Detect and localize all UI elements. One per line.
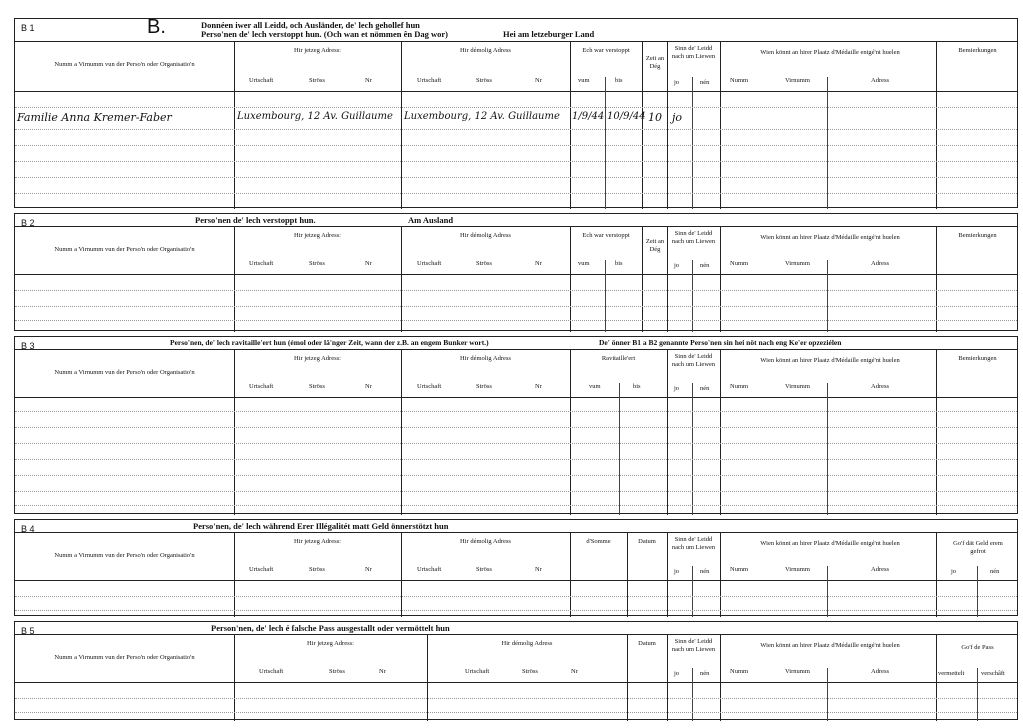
sub-urtschaft: Urtschaft xyxy=(417,566,442,573)
col-date-header: Datum xyxy=(638,640,656,647)
col-old-address-header: Hir démolig Adress xyxy=(460,232,511,239)
section-b2 xyxy=(14,213,1018,331)
sub-urtschaft: Urtschaft xyxy=(417,260,442,267)
col-current-address-header: Hir jetzeg Adress: xyxy=(307,640,354,647)
sub-nr: Nr xyxy=(365,77,372,84)
section-b5 xyxy=(14,621,1018,720)
col-name-header: Numm a Virnumm vun der Perso'n oder Organisatio'n xyxy=(54,654,195,661)
col-date-header: Datum xyxy=(638,538,656,545)
col-current-address-header: Hir jetzeg Adress: xyxy=(294,538,341,545)
sub-nen: nén xyxy=(990,568,1000,575)
sub-nr: Nr xyxy=(571,668,578,675)
sub-nr: Nr xyxy=(365,260,372,267)
col-medal-header: Wien könnt an hirer Plaatz d'Médaille entgé'nt huelen xyxy=(760,234,900,241)
section-title: Perso'nen, de' lech während Erer Illégalitét matt Geld önnerstötzt hun xyxy=(193,521,449,531)
sub-virnumm: Virnumm xyxy=(785,566,810,573)
sub-nen: nén xyxy=(700,262,710,269)
entry-from-date: 1/9/44 xyxy=(572,111,605,122)
col-name-header: Numm a Virnumm vun der Perso'n oder Organisatio'n xyxy=(54,552,195,559)
col-old-address-header: Hir démolig Adress xyxy=(460,47,511,54)
sub-bis: bis xyxy=(615,77,623,84)
col-hidden-header: Ech war verstoppt xyxy=(582,47,630,54)
col-old-address-header: Hir démolig Adress xyxy=(501,640,553,647)
entry-days: 10 xyxy=(648,111,662,124)
sub-numm: Numm xyxy=(730,77,749,84)
col-medal-header: Wien könnt an hirer Plaatz d'Médaille entgé'nt huelen xyxy=(760,357,900,364)
sub-stross: Ströss xyxy=(522,668,538,675)
col-medal-header: Wien könnt an hirer Plaatz d'Médaille entgé'nt huelen xyxy=(760,642,900,649)
sub-adress: Adress xyxy=(871,260,890,267)
sub-stross: Ströss xyxy=(476,566,492,573)
col-alive-header: Sinn de' Leidd nach um Liewen xyxy=(671,536,716,551)
sub-nr: Nr xyxy=(379,668,386,675)
sub-vum: vum xyxy=(578,260,590,267)
col-remarks-header: Bemierkungen xyxy=(958,355,997,362)
sub-numm: Numm xyxy=(730,668,749,675)
sub-stross: Ströss xyxy=(476,383,492,390)
sub-vum: vum xyxy=(589,383,601,390)
sub-nr: Nr xyxy=(535,383,542,390)
section-code: B 4 xyxy=(21,524,35,534)
sub-numm: Numm xyxy=(730,383,749,390)
col-days-header: Zeit an Dég xyxy=(645,55,665,70)
col-medal-header: Wien könnt an hirer Plaatz d'Médaille entgé'nt huelen xyxy=(760,540,900,547)
col-alive-header: Sinn de' Leidd nach um Liewen xyxy=(671,353,716,368)
col-hidden-header: Ech war verstoppt xyxy=(582,232,630,239)
sub-vermettelt: vermettelt xyxy=(938,670,965,677)
section-subtitle-right: De' önner B1 a B2 genannte Perso'nen sin hei nöt nach eng Ke'er opzeziélen xyxy=(599,338,842,347)
section-code: B 2 xyxy=(21,218,35,228)
sub-nen: nén xyxy=(700,385,710,392)
section-subtitle-right: Am Ausland xyxy=(408,215,454,225)
col-remarks-header: Bemierkungen xyxy=(958,47,997,54)
col-alive-header: Sinn de' Leidd nach um Liewen xyxy=(671,45,716,60)
sub-nr: Nr xyxy=(365,566,372,573)
col-remarks-header: Bemierkungen xyxy=(958,232,997,239)
col-pass-header: Go'f de Pass xyxy=(961,644,994,651)
col-old-address-header: Hir démolig Adress xyxy=(460,355,511,362)
sub-stross: Ströss xyxy=(309,566,325,573)
sub-jo: jo xyxy=(951,568,957,575)
col-alive-header: Sinn de' Leidd nach um Liewen xyxy=(671,638,716,653)
sub-nen: nén xyxy=(700,670,710,677)
sub-vum: vum xyxy=(578,77,590,84)
sub-urtschaft: Urtschaft xyxy=(465,668,490,675)
form-letter: B. xyxy=(147,16,166,38)
sub-stross: Ströss xyxy=(329,668,345,675)
col-days-header: Zeit an Dég xyxy=(645,238,665,253)
sub-nr: Nr xyxy=(535,260,542,267)
sub-nr: Nr xyxy=(365,383,372,390)
sub-urtschaft: Urtschaft xyxy=(249,77,274,84)
sub-jo: jo xyxy=(674,385,680,392)
col-name-header: Numm a Virnumm vun der Perso'n oder Organisatio'n xyxy=(54,369,195,376)
sub-urtschaft: Urtschaft xyxy=(249,566,274,573)
sub-adress: Adress xyxy=(871,383,890,390)
section-code: B 5 xyxy=(21,626,35,636)
sub-stross: Ströss xyxy=(309,260,325,267)
sub-stross: Ströss xyxy=(476,77,492,84)
section-title: Perso'nen de' lech verstoppt hun. xyxy=(195,215,316,225)
section-code: B 1 xyxy=(21,23,35,33)
sub-adress: Adress xyxy=(871,77,890,84)
sub-nen: nén xyxy=(700,79,710,86)
sub-nr: Nr xyxy=(535,566,542,573)
sub-nen: nén xyxy=(700,568,710,575)
col-alive-header: Sinn de' Leidd nach um Liewen xyxy=(671,230,716,245)
entry-name: Familie Anna Kremer-Faber xyxy=(17,111,172,124)
sub-virnumm: Virnumm xyxy=(785,260,810,267)
sub-verschaft: verschâft xyxy=(981,670,1005,677)
entry-to-date: 10/9/44 xyxy=(607,111,646,122)
col-money-returned-header: Go'f dät Geld erem gefrot xyxy=(953,540,1003,555)
col-sum-header: d'Somme xyxy=(586,538,611,545)
section-b1 xyxy=(14,18,1018,208)
sub-stross: Ströss xyxy=(309,77,325,84)
col-name-header: Numm a Virnumm vun der Perso'n oder Organisatio'n xyxy=(54,61,195,68)
section-title: Perso'nen, de' lech ravitaille'ert hun (émol oder lä'nger Zeit, wann der z.B. an engem Bunker wort.) xyxy=(170,338,489,347)
sub-urtschaft: Urtschaft xyxy=(249,260,274,267)
sub-urtschaft: Urtschaft xyxy=(417,77,442,84)
entry-alive: jo xyxy=(672,111,683,124)
sub-jo: jo xyxy=(674,79,680,86)
sub-stross: Ströss xyxy=(309,383,325,390)
sub-numm: Numm xyxy=(730,566,749,573)
col-ravitaillert-header: Ravitaille'ert xyxy=(601,355,636,362)
section-code: B 3 xyxy=(21,341,35,351)
sub-virnumm: Virnumm xyxy=(785,668,810,675)
sub-numm: Numm xyxy=(730,260,749,267)
entry-current-address: Luxembourg, 12 Av. Guillaume xyxy=(237,111,393,122)
sub-urtschaft: Urtschaft xyxy=(259,668,284,675)
sub-urtschaft: Urtschaft xyxy=(417,383,442,390)
col-current-address-header: Hir jetzeg Adress: xyxy=(294,232,341,239)
sub-adress: Adress xyxy=(871,668,890,675)
col-name-header: Numm a Virnumm vun der Perso'n oder Organisatio'n xyxy=(54,246,195,253)
col-current-address-header: Hir jetzeg Adress: xyxy=(294,355,341,362)
sub-virnumm: Virnumm xyxy=(785,77,810,84)
sub-jo: jo xyxy=(674,568,680,575)
sub-urtschaft: Urtschaft xyxy=(249,383,274,390)
section-title: Donnéen iwer all Leidd, och Ausländer, de' lech gehollef hun xyxy=(201,20,420,30)
sub-virnumm: Virnumm xyxy=(785,383,810,390)
sub-jo: jo xyxy=(674,670,680,677)
sub-bis: bis xyxy=(615,260,623,267)
sub-jo: jo xyxy=(674,262,680,269)
col-current-address-header: Hir jetzeg Adress: xyxy=(294,47,341,54)
sub-adress: Adress xyxy=(871,566,890,573)
entry-old-address: Luxembourg, 12 Av. Guillaume xyxy=(404,111,560,122)
sub-stross: Ströss xyxy=(476,260,492,267)
section-subtitle: Perso'nen de' lech verstoppt hun. (Och wan et nömmen ên Dag wor) xyxy=(201,29,448,39)
sub-bis: bis xyxy=(633,383,641,390)
col-medal-header: Wien könnt an hirer Plaatz d'Médaille entgé'nt huelen xyxy=(760,49,900,56)
section-subtitle-right: Hei am letzeburger Land xyxy=(503,29,595,39)
section-b4 xyxy=(14,519,1018,616)
col-old-address-header: Hir démolig Adress xyxy=(460,538,511,545)
section-b3 xyxy=(14,336,1018,514)
sub-nr: Nr xyxy=(535,77,542,84)
section-title: Person'nen, de' lech é falsche Pass ausgestallt oder vermöttelt hun xyxy=(211,623,450,633)
